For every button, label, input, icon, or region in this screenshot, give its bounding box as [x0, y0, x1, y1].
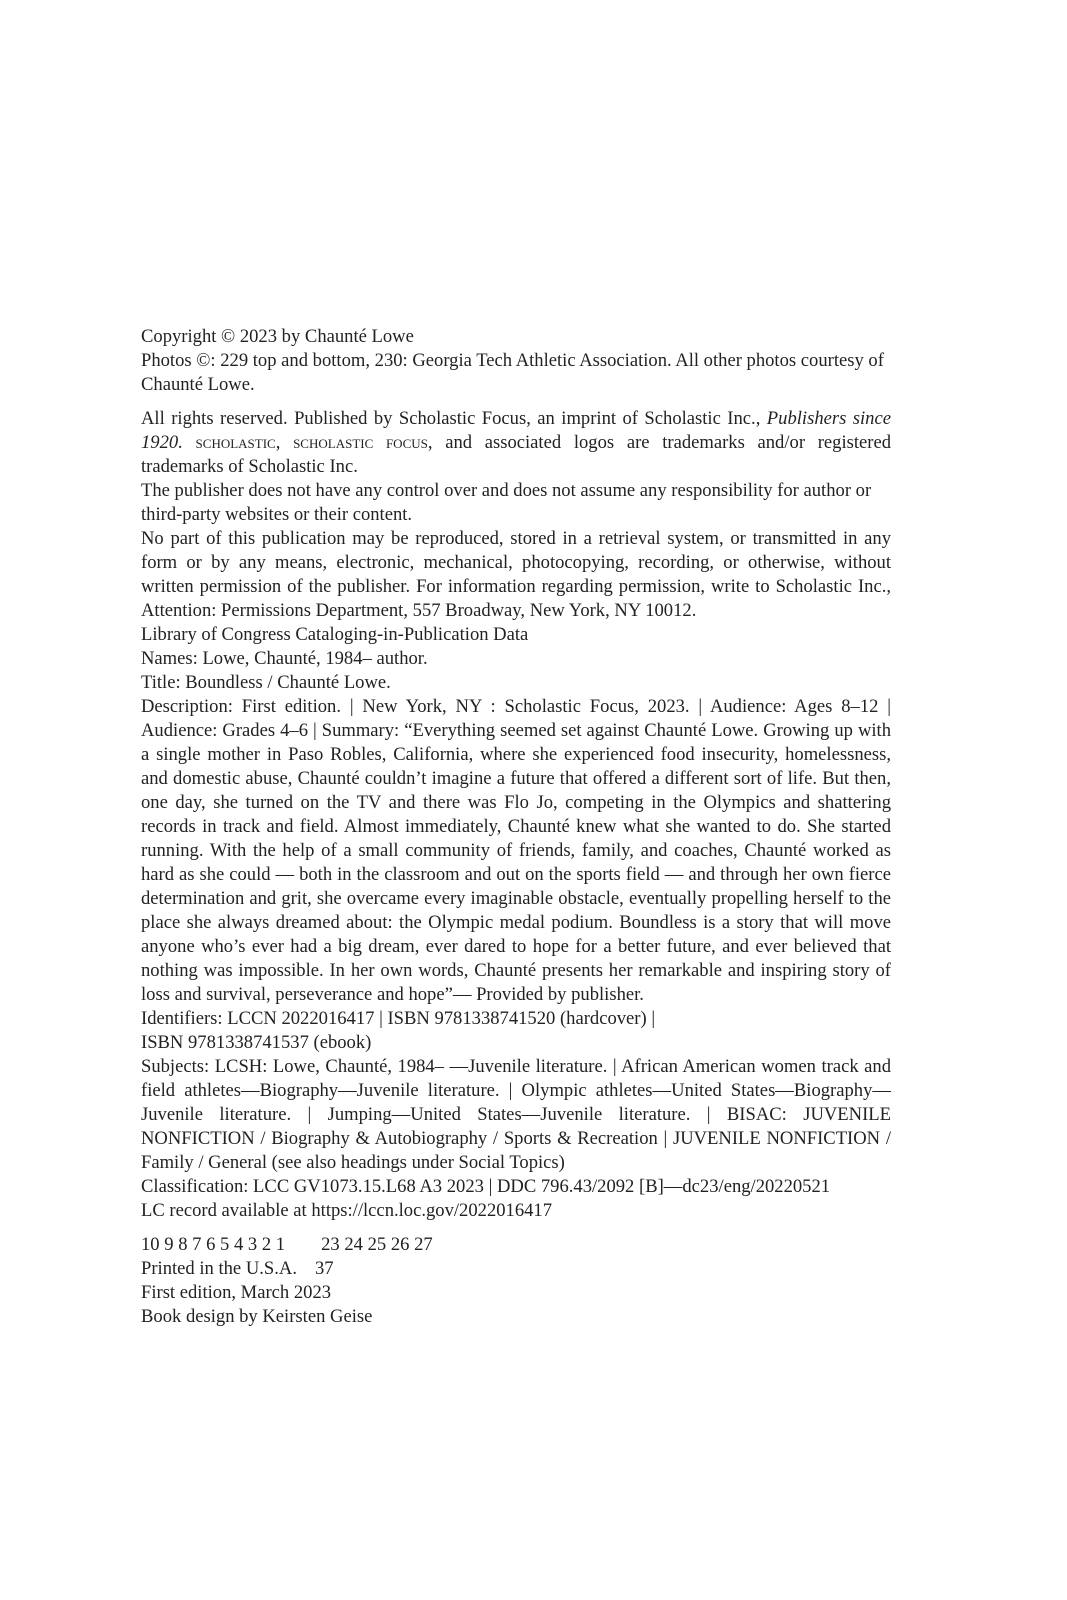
permissions-statement: No part of this publication may be reproduced, stored in a retrieval system, or transmitted in any form or by any means, electronic, mechanical, photocopying, recording, or otherwise, without written permission of the publisher. For information regarding permission, write to Scholastic Inc., Attention: Permissions Department, 557 Broadway, New York, NY 10012.	[141, 528, 891, 621]
rights-text-2: , and associated logos are trademarks and/or registered trademarks of Scholastic Inc.	[141, 432, 892, 477]
copyright-page	[141, 325, 891, 1329]
year-numbers: 23 24 25 26 27	[321, 1234, 433, 1255]
cip-names: Names: Lowe, Chaunté, 1984– author.	[141, 648, 428, 669]
copyright-line: Copyright © 2023 by Chaunté Lowe	[141, 326, 414, 347]
cip-classification: Classification: LCC GV1073.15.L68 A3 2023 | DDC 796.43/2092 [B]—dc23/eng/20220521	[141, 1176, 831, 1197]
cip-subjects: Subjects: LCSH: Lowe, Chaunté, 1984– —Juvenile literature. | African American women track and field athletes—Biography—Juvenile literature. | Olympic athletes—United States—Biography—Juvenile literature. | Jumping—United States—Juvenile literature. | BISAC: JUVENILE NONFICTION / Biography & Autobiography / Sports & Recreation | JUVENILE NONFICTION / Family / General (see also headings under Social Topics)	[141, 1056, 891, 1173]
publisher-disclaimer: The publisher does not have any control over and does not assume any responsibility for author or third-party websites or their content.	[141, 480, 872, 525]
cip-description: Description: First edition. | New York, NY : Scholastic Focus, 2023. | Audience: Ages 8–12 | Audience: Grades 4–6 | Summary: “Everything seemed set against Chaunté Lowe. Growing up with a single mother in Paso Robles, California, where she experienced food insecurity, homelessness, and domestic abuse, Chaunté couldn’t imagine a future that offered a different sort of life. But then, one day, she turned on the TV and there was Flo Jo, competing in the Olympics and shattering records in track and field. Almost immediately, Chaunté knew what she wanted to do. She started running. With the help of a small community of friends, family, and coaches, Chaunté worked as hard as she could — both in the classroom and out on the sports field — and through her own fierce determination and grit, she overcame every imaginable obstacle, eventually propelling herself to the place she always dreamed about: the Olympic medal podium. Boundless is a story that will move anyone who’s ever had a big dream, ever dared to hope for a better future, and ever believed that nothing was impossible. In her own words, Chaunté presents her remarkable and inspiring story of loss and survival, perseverance and hope”— Provided by publisher.	[141, 696, 891, 1005]
rights-text-1: All rights reserved. Published by Scholastic Focus, an imprint of Scholastic Inc.,	[141, 408, 767, 429]
cip-heading: Library of Congress Cataloging-in-Publication Data	[141, 624, 529, 645]
copyright-block	[141, 325, 891, 397]
cip-title: Title: Boundless / Chaunté Lowe.	[141, 672, 391, 693]
design-credit: Book design by Keirsten Geise	[141, 1306, 373, 1327]
rights-sep: ,	[275, 432, 294, 453]
printed-in	[141, 1257, 891, 1281]
impression-numbers: 10 9 8 7 6 5 4 3 2 1	[141, 1234, 286, 1255]
cip-record	[141, 647, 891, 1223]
rights-smallcaps-2: scholastic focus	[293, 432, 428, 453]
printer-number: 37	[314, 1258, 334, 1279]
cip-identifiers-2: ISBN 9781338741537 (ebook)	[141, 1032, 372, 1053]
rights-italic: Publishers since 1920.	[141, 408, 891, 453]
cip-identifiers-1: Identifiers: LCCN 2022016417 | ISBN 9781338741520 (hardcover) |	[141, 1008, 656, 1029]
cip-lc-record: LC record available at https://lccn.loc.gov/2022016417	[141, 1200, 553, 1221]
printed-in-text: Printed in the U.S.A.	[141, 1258, 297, 1279]
edition-line: First edition, March 2023	[141, 1282, 332, 1303]
printing-line	[141, 1233, 891, 1257]
rights-smallcaps-1: scholastic	[195, 432, 276, 453]
photo-credits: Photos ©: 229 top and bottom, 230: Georgia Tech Athletic Association. All other photos courtesy of Chaunté Lowe.	[141, 350, 884, 395]
rights-statement	[141, 407, 891, 479]
